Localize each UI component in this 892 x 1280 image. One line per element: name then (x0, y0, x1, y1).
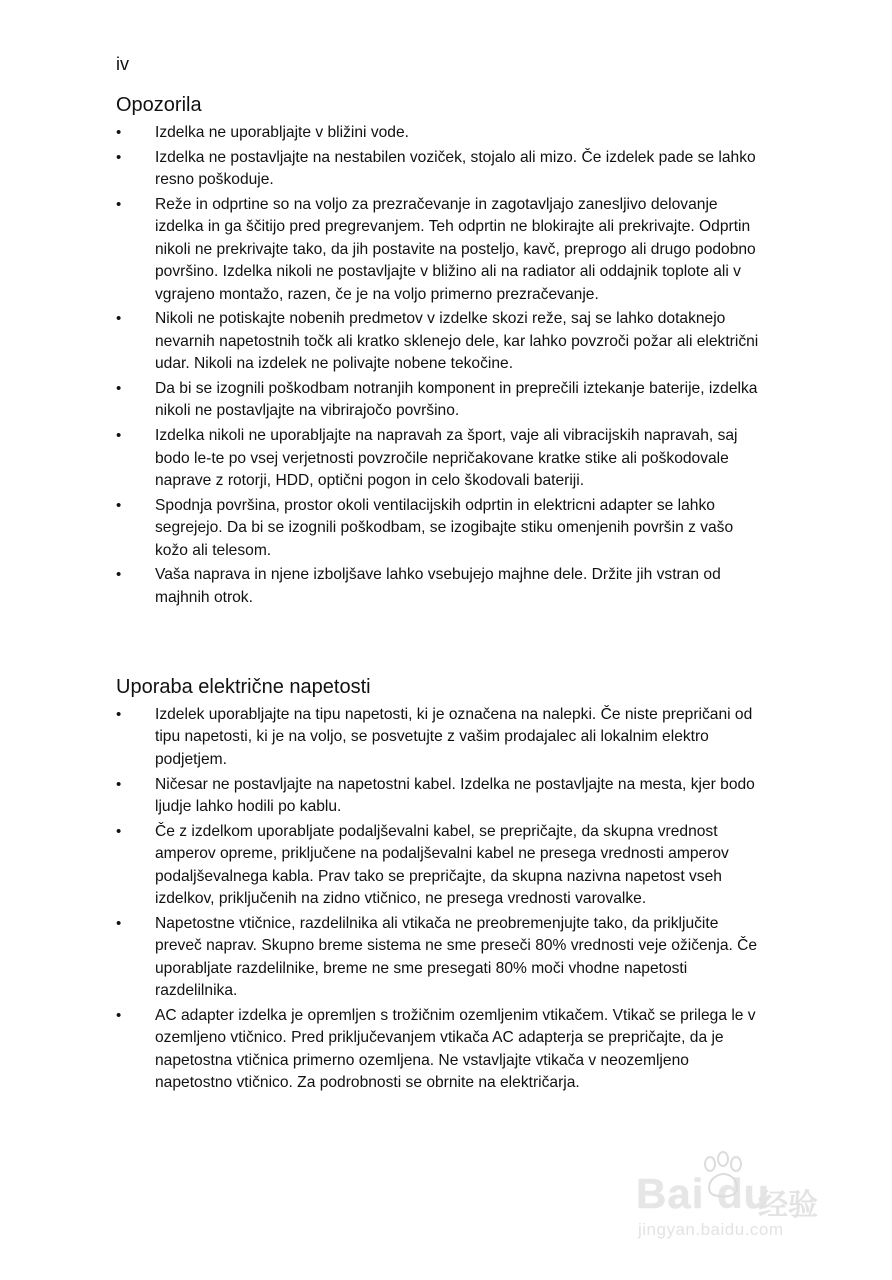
list-item-text: Spodnja površina, prostor okoli ventilacijskih odprtin in elektricni adapter se lahko segrejejo. Da bi se izognili poškodbam, se izogibajte stiku omenjenih površin z vašo kožo ali telesom. (155, 496, 734, 559)
list-item-text: AC adapter izdelka je opremljen s trožičnim ozemljenim vtikačem. Vtikač se prilega le v ozemljeno vtičnico. Pred priključevanjem vtikača AC adapterja se prepričajte, da je napetostna vtičnica primerno ozemljena. Ne vstavljajte vtikača v neozemljeno napetostno vtičnico. Za podrobnosti se obrnite na električarja. (155, 1006, 756, 1092)
list-item (116, 1005, 766, 1095)
section-title: Uporaba električne napetosti (116, 676, 371, 698)
watermark-url: jingyan.baidu.com (638, 1220, 784, 1239)
list-item-text: Izdelek uporabljajte na tipu napetosti, ki je označena na nalepki. Če niste prepričani od tipu napetosti, ki je na voljo, se posvetujte z vašim prodajalec ali lokalnim elektro podjetjem. (155, 706, 753, 768)
list-item-text: Izdelka ne uporabljajte v bližini vode. (155, 124, 409, 141)
list-item (116, 147, 766, 192)
bullet-icon: • (116, 427, 122, 445)
list-item (116, 821, 766, 911)
list-item (116, 913, 766, 1003)
bullet-icon: • (116, 775, 122, 793)
bullet-icon: • (116, 566, 122, 584)
bullet-icon: • (116, 914, 122, 932)
bullet-icon: • (116, 124, 122, 141)
paw-icon (696, 1150, 750, 1204)
bullet-icon: • (116, 1006, 122, 1024)
list-item-text: Izdelka nikoli ne uporabljajte na napravah za šport, vaje ali vibracijskih napravah, saj bodo le-te po vsej verjetnosti povzročile nepričakovane kratke stike ali poškodovale naprave z rotorji, HDD, optični pogon in celo škodovali bateriji. (155, 427, 738, 490)
list-item-text: Da bi se izognili poškodbam notranjih komponent in preprečili iztekanje baterije, izdelka nikoli ne postavljajte na vibrirajočo površino. (155, 380, 758, 420)
list-item (116, 704, 766, 771)
baidu-watermark (636, 1150, 846, 1250)
section-title: Opozorila (116, 94, 202, 116)
list-item (116, 122, 766, 144)
section-power (116, 674, 766, 1097)
power-list (116, 704, 766, 1094)
list-item (116, 774, 766, 819)
list-item-text: Vaša naprava in njene izboljšave lahko vsebujejo majhne dele. Držite jih vstran od majhnih otrok. (155, 566, 721, 606)
bullet-icon: • (116, 148, 122, 166)
list-item-text: Napetostne vtičnice, razdelilnika ali vtikača ne preobremenjujte tako, da priključite preveč naprav. Skupno breme sistema ne sme preseči 80% vrednosti veje ožičenja. Če uporabljate razdelilnike, breme ne sme presegati 80% moči vhodne napetosti razdelilnika. (155, 914, 758, 1000)
list-item-text: Reže in odprtine so na voljo za prezračevanje in zagotavljajo zanesljivo delovanje izdelka in ga ščitijo pred pregrevanjem. Teh odprtin ne blokirajte ali prekrivajte. Odprtin nikoli ne prekrivajte tako, da jih postavite na posteljo, kavč, preprogo ali drugo podobno površino. Izdelka nikoli ne postavljajte v bližino ali na radiator ali oddajnik toplote ali v vgrajeno montažo, razen, če je na voljo primerno prezračevanje. (155, 196, 756, 303)
section-warnings (116, 92, 766, 612)
bullet-icon: • (116, 310, 122, 328)
list-item (116, 308, 766, 375)
list-item (116, 378, 766, 423)
bullet-icon: • (116, 822, 122, 840)
list-item (116, 495, 766, 562)
page-number: iv (116, 54, 129, 74)
bullet-icon: • (116, 496, 122, 514)
watermark-cn: 经验 (758, 1189, 818, 1222)
warnings-list (116, 122, 766, 609)
list-item-text: Izdelka ne postavljajte na nestabilen voziček, stojalo ali mizo. Če izdelek pade se lahko resno poškoduje. (155, 148, 756, 189)
watermark-logo: Bai du (636, 1170, 771, 1217)
list-item (116, 194, 766, 306)
bullet-icon: • (116, 196, 122, 213)
list-item-text: Nikoli ne potiskajte nobenih predmetov v izdelke skozi reže, saj se lahko dotaknejo nevarnih napetostnih točk ali kratko sklenejo dele, kar lahko povzroči požar ali električni udar. Nikoli na izdelek ne polivajte nobene tekočine. (155, 310, 759, 373)
bullet-icon: • (116, 380, 122, 398)
list-item (116, 425, 766, 492)
list-item-text: Če z izdelkom uporabljate podaljševalni kabel, se prepričajte, da skupna vrednost amperov opreme, priključene na podaljševalni kabel ne presega vrednosti amperov podaljševalnega kabla. Prav tako se prepričajte, da skupna nazivna napetost vseh izdelkov, priključenih na zidno vtičnico, ne presega vrednosti varovalke. (155, 822, 729, 908)
list-item-text: Ničesar ne postavljajte na napetostni kabel. Izdelka ne postavljajte na mesta, kjer bodo ljudje lahko hodili po kablu. (155, 775, 755, 816)
list-item (116, 564, 766, 609)
bullet-icon: • (116, 706, 122, 723)
